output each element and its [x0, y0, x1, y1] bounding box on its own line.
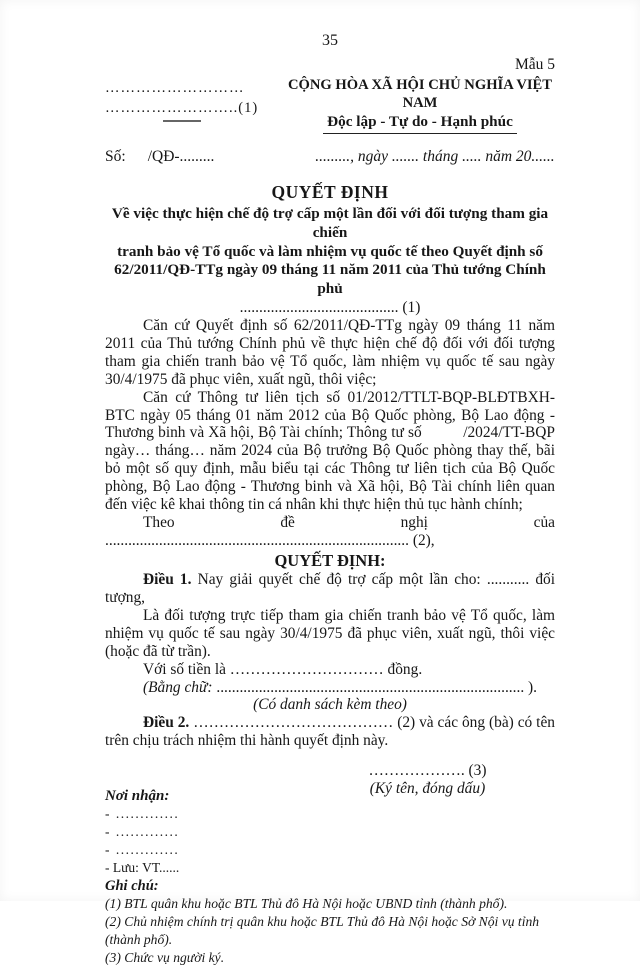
- document-subtitle: [105, 205, 555, 298]
- document-title: QUYẾT ĐỊNH: [271, 182, 389, 203]
- page-number: 35: [322, 32, 338, 49]
- subtitle-line: Về việc thực hiện chế độ trợ cấp một lần đối với đối tượng tham gia chiến: [111, 205, 549, 242]
- article-2: [105, 714, 555, 750]
- doc-number-value: /QĐ-.........: [147, 148, 215, 166]
- recipients-block: [105, 760, 300, 876]
- article-1-label: Điều 1.: [143, 571, 192, 589]
- national-title: CỘNG HÒA XÃ HỘI CHỦ NGHĨA VIỆT NAM: [287, 77, 553, 112]
- subtitle-line: tranh bảo vệ Tổ quốc và làm nhiệm vụ quốc tế theo Quyết định số: [117, 242, 543, 260]
- recipient-item: - .............: [105, 841, 180, 857]
- article-2-text: ………………………………… (2) và các ông (bà) có tên trên chịu trách nhiệm thi hành quyết định này.: [105, 714, 555, 750]
- notes-label: Ghi chú:: [105, 878, 159, 895]
- issuing-org-line-1: ………………………: [105, 80, 245, 96]
- recipient-item: - .............: [105, 823, 180, 839]
- document-number: [105, 148, 315, 166]
- subtitle-line: 62/2011/QĐ-TTg ngày 09 tháng 11 năm 2011 của Thủ tướng Chính phủ: [114, 261, 546, 297]
- preamble-paragraph-1: Căn cứ Quyết định số 62/2011/QĐ-TTg ngày 09 tháng 11 năm 2011 của Thủ tướng Chính phủ về thực hiện chế độ đối với đối tượng tham gia chiến tranh bảo vệ Tổ quốc, làm nhiệm vụ quốc tế sau ngày 30/4/1975 đã phục viên, xuất ngũ, thôi việc;: [105, 317, 555, 388]
- attachment-note: (Có danh sách kèm theo): [253, 696, 407, 714]
- recipient-item: - .............: [105, 806, 180, 822]
- decide-heading: QUYẾT ĐỊNH:: [274, 551, 386, 571]
- preamble-paragraph-2: Căn cứ Thông tư liên tịch số 01/2012/TTLT-BQP-BLĐTBXH-BTC ngày 05 tháng 01 năm 2012 của Bộ Quốc phòng, Bộ Lao động - Thương binh và Xã hội, Bộ Tài chính; Thông tư số /2024/TT-BQP ngày… tháng… năm 2024 của Bộ trưởng Bộ Quốc phòng thay thế, bãi bỏ một số quy định, mẫu biểu tại các Thông tư liên tịch của Bộ Quốc phòng, Bộ Lao động - Thương binh và Xã hội, Bộ Tài chính liên quan đến việc kê khai thông tin cá nhân khi thực hiện thủ tục hành chính;: [105, 388, 555, 513]
- recipients-label: Nơi nhận:: [105, 788, 170, 805]
- national-header-block: [285, 76, 555, 134]
- preamble-paragraph-3: Theo đề nghị của ............................................................................... (2),: [105, 513, 555, 549]
- issuing-org-line-2: ……………………..(1): [105, 99, 259, 116]
- note-item-3: (3) Chức vụ người ký.: [105, 950, 225, 966]
- national-motto: Độc lập - Tự do - Hạnh phúc: [323, 113, 517, 134]
- note-item-2: (2) Chủ nhiệm chính trị quân khu hoặc BTL Thủ đô Hà Nội hoặc Sở Nội vụ tỉnh (thành phố).: [105, 914, 540, 948]
- article-1: [105, 571, 555, 607]
- amount-line: Với số tiền là ………………………… đồng.: [143, 660, 423, 678]
- recipient-archive-item: - Lưu: VT......: [105, 859, 180, 875]
- closing-row: [105, 760, 555, 876]
- form-label: Mẫu 5: [514, 56, 555, 73]
- article-2-label: Điều 2.: [143, 714, 190, 732]
- sign-and-seal-note: (Ký tên, đóng dấu): [369, 780, 486, 798]
- article-1-paragraph-2: Là đối tượng trực tiếp tham gia chiến tranh bảo vệ Tổ quốc, làm nhiệm vụ quốc tế sau ngày 30/4/1975 đã phục viên, xuất ngũ, thôi việc (hoặc đã từ trần).: [105, 607, 555, 660]
- article-1-text: Nay giải quyết chế độ trợ cấp một lần cho: ........... đối tượng,: [105, 571, 555, 607]
- in-words-dots: ................................................................................ ).: [212, 678, 537, 696]
- org-underline: [163, 120, 201, 122]
- date-line: ........., ngày ....... tháng ..... năm 20......: [315, 148, 555, 166]
- issuing-org-block: [105, 76, 285, 134]
- note-item-1: (1) BTL quân khu hoặc BTL Thủ đô Hà Nội hoặc UBND tỉnh (thành phố).: [105, 896, 508, 912]
- doc-number-label: Số:: [105, 148, 126, 166]
- national-motto-wrap: [285, 113, 555, 134]
- number-date-row: [105, 148, 555, 166]
- signer-dotted-line: ………………. (3): [368, 762, 487, 780]
- in-words-label: (Bằng chữ:: [143, 678, 213, 696]
- amount-in-words-line: [105, 679, 555, 697]
- reference-dotted-line: ......................................... (1): [239, 299, 421, 317]
- signature-block: [300, 760, 555, 876]
- document-header: [105, 76, 555, 134]
